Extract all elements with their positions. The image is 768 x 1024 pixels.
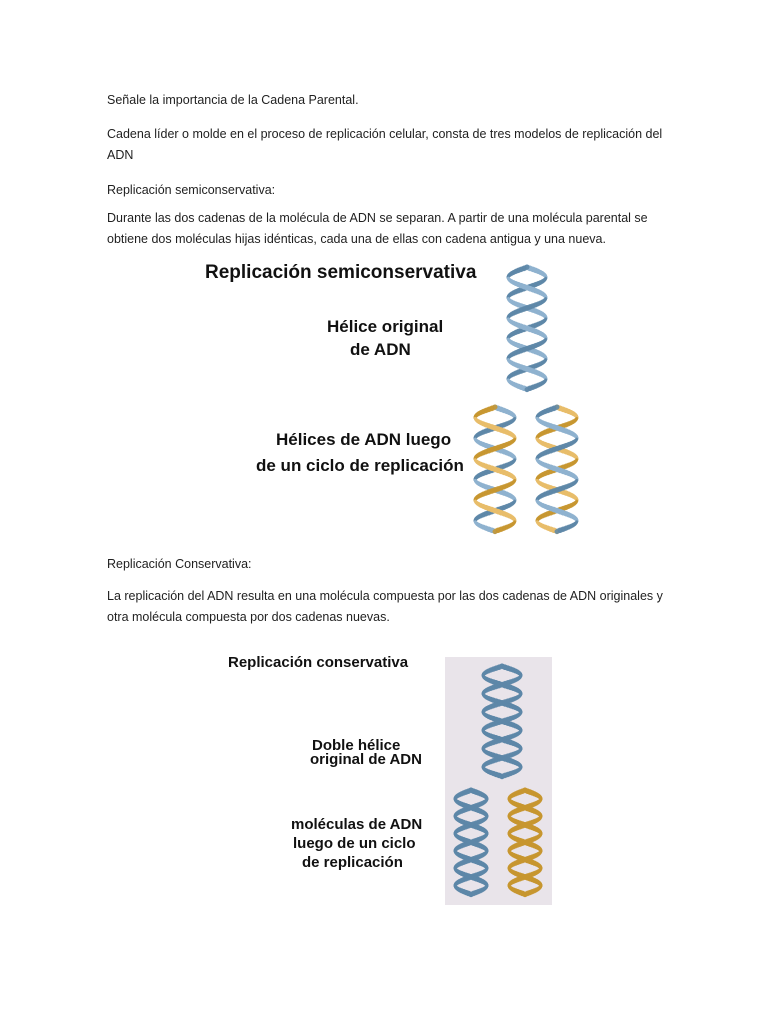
- semiconservative-description: Durante las dos cadenas de la molécula de ADN se separan. A partir de una molécula parental se obtiene dos moléculas hijas idénticas, cada una de ellas con cadena antigua y una nueva.: [107, 211, 648, 246]
- conservative-heading: Replicación Conservativa:: [107, 557, 252, 571]
- daughter-molecules-label-line2: luego de un ciclo: [293, 835, 416, 852]
- daughter-dna-helix-original: [450, 786, 492, 898]
- original-dna-helix: [503, 263, 551, 393]
- figure-title: Replicación semiconservativa: [205, 262, 477, 283]
- figure-title: Replicación conservativa: [228, 654, 409, 671]
- daughter-molecules-label-line1: moléculas de ADN: [291, 816, 423, 833]
- daughter-dna-helix-left: [470, 403, 520, 535]
- original-helix-label-line2: de ADN: [350, 340, 411, 359]
- helix-strand-segment: [502, 775, 505, 777]
- helix-strand-segment: [495, 530, 498, 532]
- helix-strand-segment: [525, 893, 528, 894]
- helix-strand-segment: [527, 388, 530, 390]
- daughter-dna-helix-new: [504, 786, 546, 898]
- semiconservative-heading: Replicación semiconservativa:: [107, 183, 276, 197]
- answer-text: Cadena líder o molde en el proceso de replicación celular, consta de tres modelos de replicación del ADN: [107, 127, 663, 162]
- question-text: Señale la importancia de la Cadena Parental.: [107, 93, 359, 107]
- helix-strand-segment: [557, 530, 560, 532]
- original-helix-label-line1: Hélice original: [327, 317, 444, 336]
- daughter-helices-label-line1: Hélices de ADN luego: [276, 430, 452, 449]
- daughter-molecules-label-line3: de replicación: [302, 854, 403, 871]
- conservative-description: La replicación del ADN resulta en una molécula compuesta por las dos cadenas de ADN originales y otra molécula compuesta por dos cadenas nuevas.: [107, 589, 663, 624]
- daughter-dna-helix-right: [532, 403, 582, 535]
- daughter-helices-label-line2: de un ciclo de replicación: [256, 456, 464, 475]
- original-dna-helix: [478, 662, 526, 780]
- original-helix-label-line1: Doble hélice: [312, 737, 401, 754]
- original-helix-label-line2: original de ADN: [310, 751, 422, 768]
- helix-strand-segment: [471, 893, 474, 894]
